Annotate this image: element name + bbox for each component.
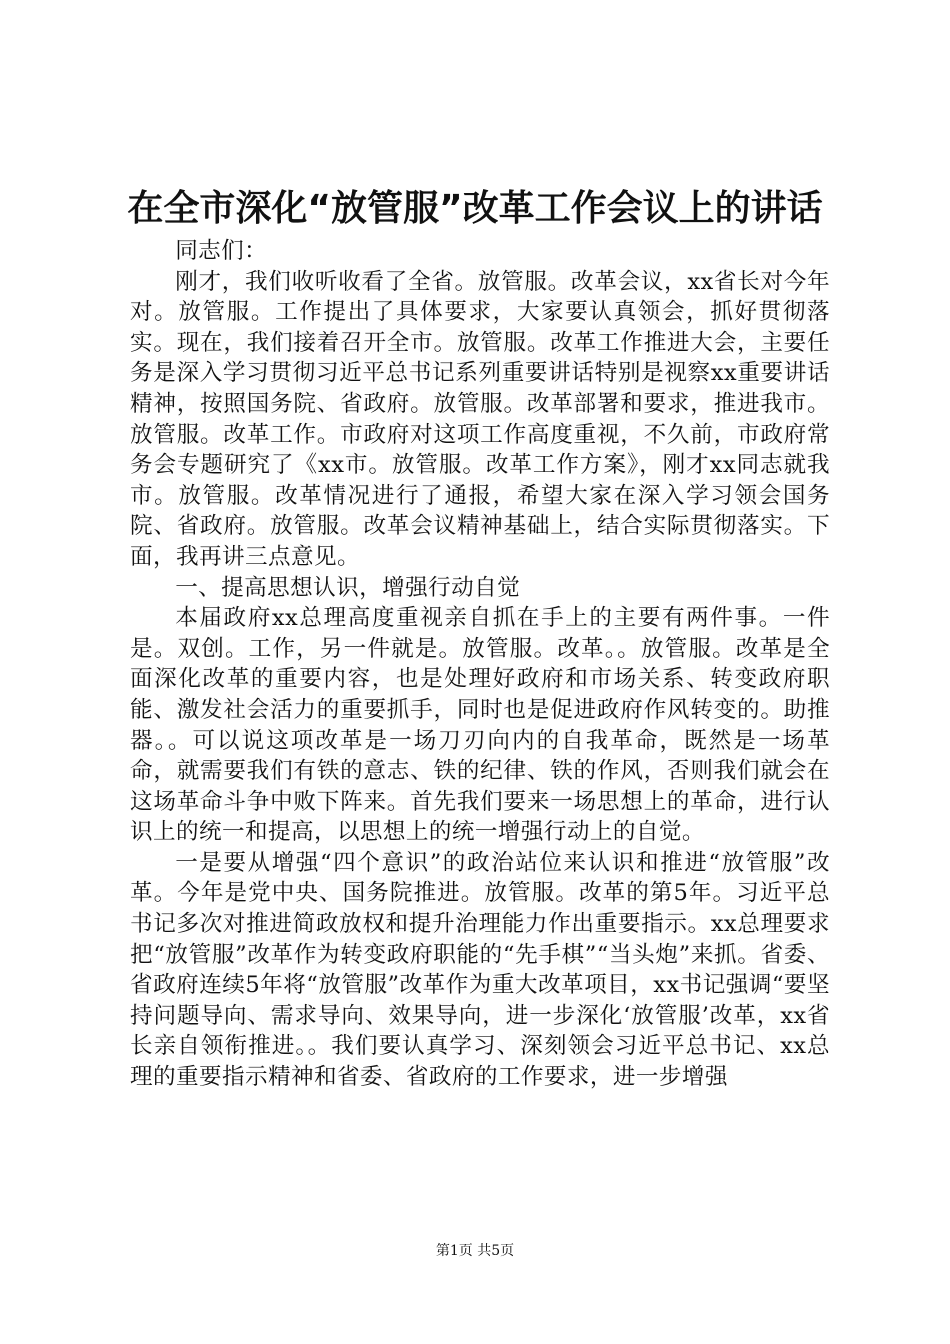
document-body: [130, 236, 830, 1093]
paragraph: 一是要从增强“四个意识”的政治站位来认识和推进“放管服”改革。今年是党中央、国务院推进。放管服。改革的第5年。习近平总书记多次对推进简政放权和提升治理能力作出重要指示。xx总理要求把“放管服”改革作为转变政府职能的“先手棋”“当头炮”来抓。省委、省政府连续5年将“放管服”改革作为重大改革项目，xx书记强调“要坚持问题导向、需求导向、效果导向，进一步深化‘放管服’改革，xx省长亲自领衔推进。。我们要认真学习、深刻领会习近平总书记、xx总理的重要指示精神和省委、省政府的工作要求，进一步增强: [130, 849, 830, 1091]
salutation: 同志们：: [175, 238, 268, 264]
section-heading: 一、提高思想认识，增强行动自觉: [175, 574, 521, 601]
page-footer: 第1页 共5页: [435, 1243, 515, 1259]
document-title: 在全市深化“放管服”改革工作会议上的讲话: [127, 188, 823, 229]
paragraph: 刚才，我们收听收看了全省。放管服。改革会议，xx省长对今年对。放管服。工作提出了具体要求，大家要认真领会，抓好贯彻落实。现在，我们接着召开全市。放管服。改革工作推进大会，主要任务是深入学习贯彻习近平总书记系列重要讲话特别是视察xx重要讲话精神，按照国务院、省政府。放管服。改革部署和要求，推进我市。放管服。改革工作。市政府对这项工作高度重视，不久前，市政府常务会专题研究了《xx市。放管服。改革工作方案》，刚才xx同志就我市。放管服。改革情况进行了通报，希望大家在深入学习领会国务院、省政府。放管服。改革会议精神基础上，结合实际贯彻落实。下面，我再讲三点意见。: [130, 268, 830, 570]
paragraph: 本届政府xx总理高度重视亲自抓在手上的主要有两件事。一件是。双创。工作，另一件就是。放管服。改革。。放管服。改革是全面深化改革的重要内容，也是处理好政府和市场关系、转变政府职能、激发社会活力的重要抓手，同时也是促进政府作风转变的。助推器。。可以说这项改革是一场刀刃向内的自我革命，既然是一场革命，就需要我们有铁的意志、铁的纪律、铁的作风，否则我们就会在这场革命斗争中败下阵来。首先我们要来一场思想上的革命，进行认识上的统一和提高，以思想上的统一增强行动上的自觉。: [130, 605, 830, 846]
